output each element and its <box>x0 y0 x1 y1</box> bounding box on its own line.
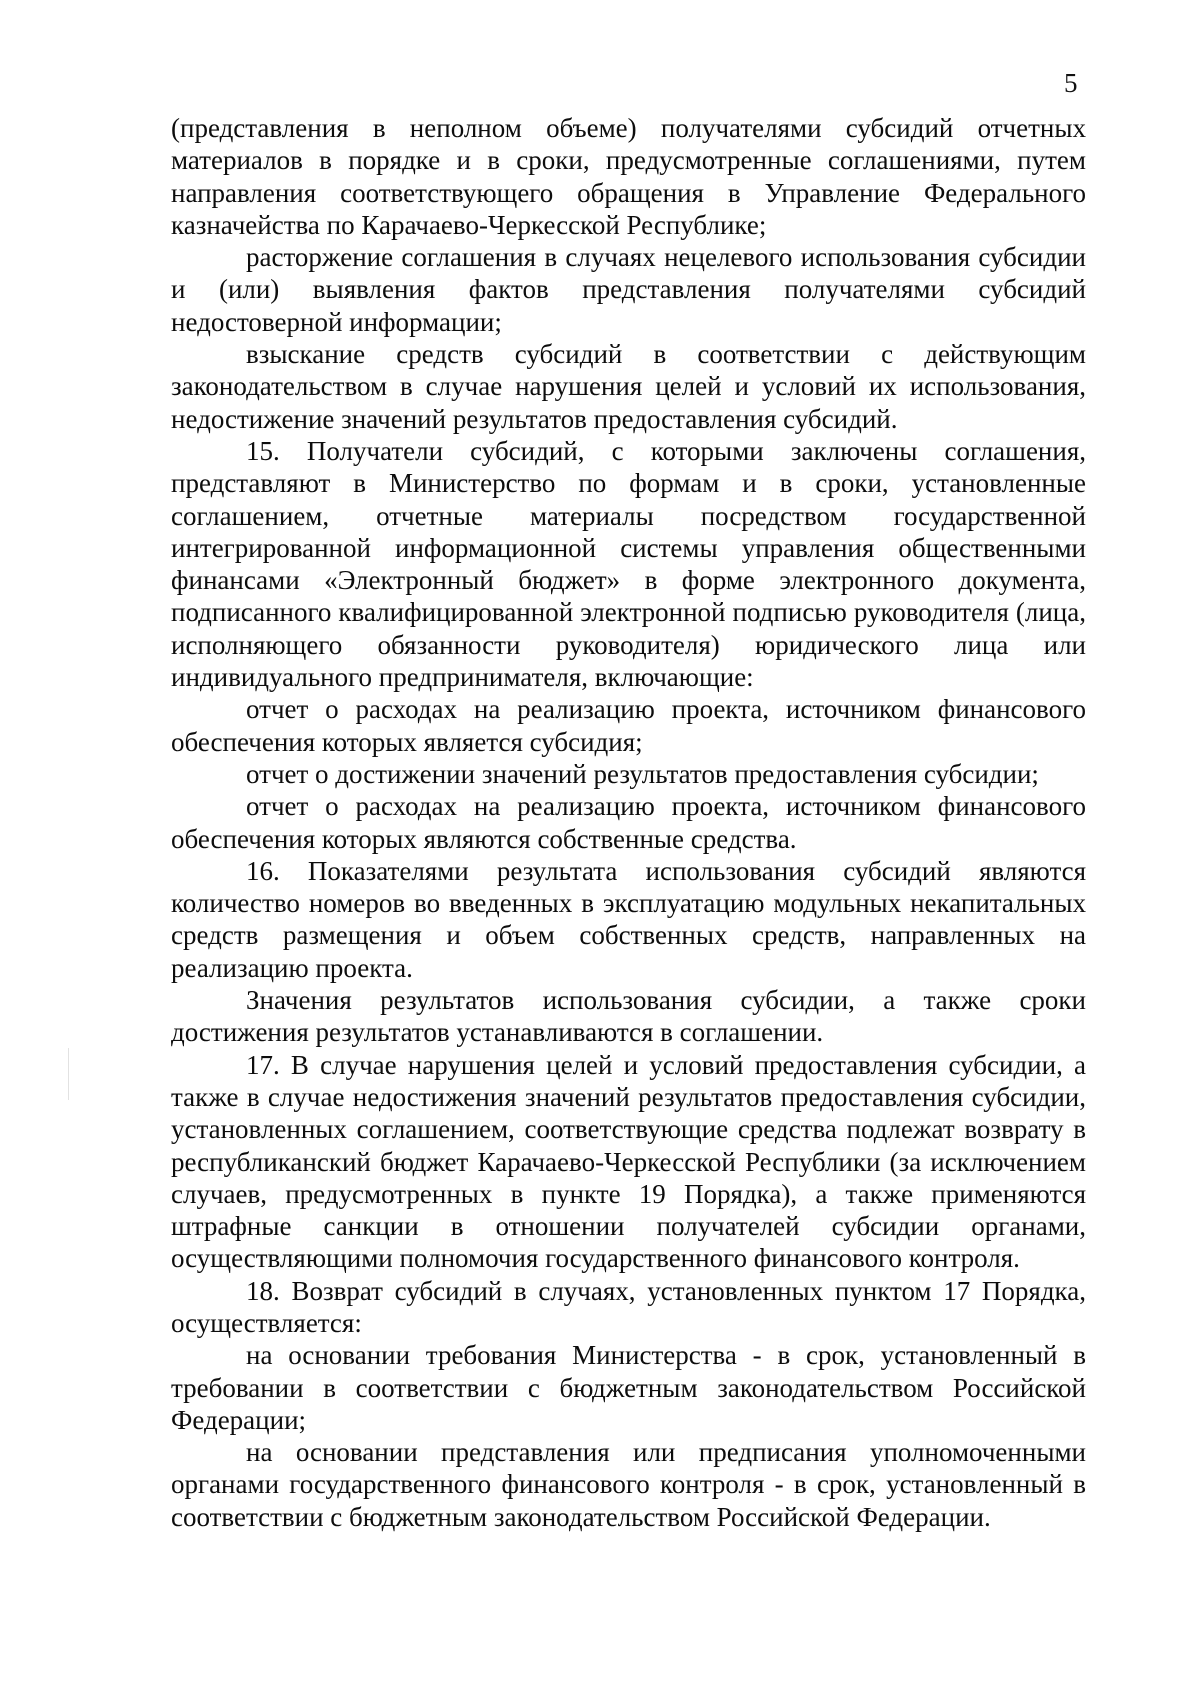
paragraph-item-17: 17. В случае нарушения целей и условий предоставления субсидии, а также в случае недостижения значений результатов предоставления субсидии, установленных соглашением, соответствующие средства подлежат возврату в республиканский бюджет Карачаево-Черкесской Республики (за исключением случаев, предусмотренных в пункте 19 Порядка), а также применяются штрафные санкции в отношении получателей субсидии органами, осуществляющими полномочия государственного финансового контроля. <box>171 1049 1086 1274</box>
scan-margin-mark <box>68 1048 69 1100</box>
paragraph-ministry-requirement: на основании требования Министерства - в срок, установленный в требовании в соответствии с бюджетным законодательством Российской Федерации; <box>171 1340 1086 1435</box>
paragraph-item-15: 15. Получатели субсидий, с которыми заключены соглашения, представляют в Министерство по формам и в сроки, установленные соглашением, отчетные материалы посредством государственной интегрированной информационной системы управления общественными финансами «Электронный бюджет» в форме электронного документа, подписанного квалифицированной электронной подписью руководителя (лица, исполняющего обязанности руководителя) юридического лица или индивидуального предпринимателя, включающие: <box>171 435 1086 693</box>
paragraph-control-bodies: на основании представления или предписания уполномоченными органами государственного финансового контроля - в срок, установленный в соответствии с бюджетным законодательством Российской Федерации. <box>171 1437 1086 1532</box>
paragraph-recovery: взыскание средств субсидий в соответствии с действующим законодательством в случае нарушения целей и условий их использования, недостижение значений результатов предоставления субсидий. <box>171 339 1086 434</box>
paragraph-item-16: 16. Показателями результата использования субсидий являются количество номеров во введенных в эксплуатацию модульных некапитальных средств размещения и объем собственных средств, направленных на реализацию проекта. <box>171 855 1086 983</box>
paragraph-report-expenses-subsidy: отчет о расходах на реализацию проекта, источником финансового обеспечения которых является субсидия; <box>171 694 1086 757</box>
paragraph-continuation: (представления в неполном объеме) получателями субсидий отчетных материалов в порядке и в сроки, предусмотренные соглашениями, путем направления соответствующего обращения в Управление Федерального казначейства по Карачаево-Черкесской Республике; <box>171 113 1086 240</box>
paragraph-item-18: 18. Возврат субсидий в случаях, установленных пунктом 17 Порядка, осуществляется: <box>171 1275 1086 1338</box>
paragraph-report-expenses-own: отчет о расходах на реализацию проекта, источником финансового обеспечения которых являются собственные средства. <box>171 791 1086 854</box>
document-body <box>171 112 1086 1533</box>
paragraph-termination: расторжение соглашения в случаях нецелевого использования субсидии и (или) выявления фактов представления получателями субсидий недостоверной информации; <box>171 242 1086 337</box>
paragraph-result-values: Значения результатов использования субсидии, а также сроки достижения результатов устанавливаются в соглашении. <box>171 985 1086 1048</box>
page-number: 5 <box>1064 68 1078 98</box>
paragraph-report-results: отчет о достижении значений результатов предоставления субсидии; <box>246 758 1039 789</box>
